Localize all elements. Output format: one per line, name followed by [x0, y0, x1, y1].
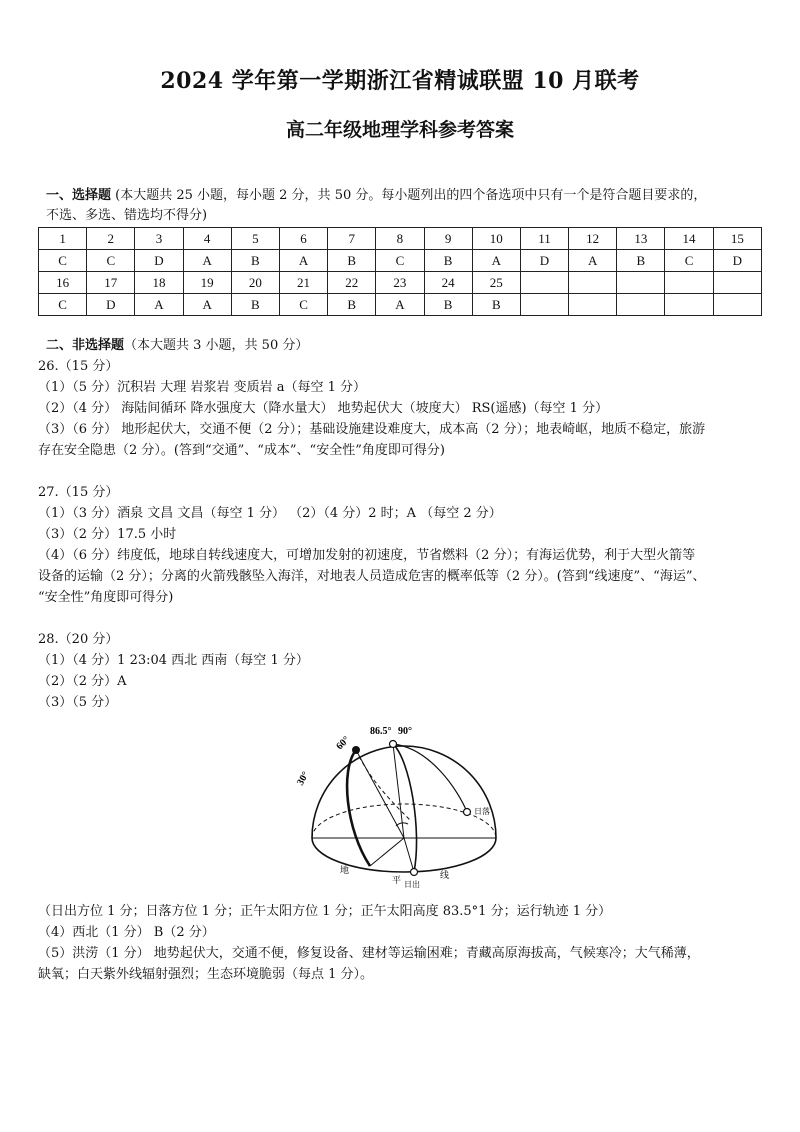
table-cell: 6 [279, 228, 327, 250]
section1-desc: (本大题共 25 小题，每小题 2 分，共 50 分。每小题列出的四个备选项中只有一个是符合题目要求的， [111, 188, 707, 203]
page-subtitle: 高二年级地理学科参考答案 [285, 119, 514, 141]
table-row-numbers-2 [39, 272, 762, 294]
table-cell: B [424, 294, 472, 316]
q28-line-4: （日出方位 1 分；日落方位 1 分；正午太阳方位 1 分；正午太阳高度 83.5°1 分；运行轨迹 1 分） [38, 904, 612, 919]
q26-line-2: （2）（4 分） 海陆间循环 降水强度大（降水量大） 地势起伏大（坡度大） RS(遥感)（每空 1 分） [38, 401, 609, 416]
table-cell: C [39, 294, 87, 316]
table-cell: D [135, 250, 183, 272]
table-cell: 24 [424, 272, 472, 294]
table-cell: 17 [87, 272, 135, 294]
table-row-answers-2 [39, 294, 762, 316]
q28-line-3: （3）（5 分） [38, 695, 118, 710]
q28-line-7: 缺氧；白天紫外线辐射强烈；生态环境脆弱（每点 1 分）。 [38, 967, 374, 982]
table-cell [713, 294, 761, 316]
table-cell: C [376, 250, 424, 272]
table-cell [569, 272, 617, 294]
label-xian: 线 [440, 870, 450, 880]
center-line-a [370, 838, 404, 866]
table-cell [665, 294, 713, 316]
table-cell: B [424, 250, 472, 272]
sunset-point [464, 809, 471, 816]
answer-table [38, 227, 762, 316]
table-cell: C [279, 294, 327, 316]
table-cell: 18 [135, 272, 183, 294]
table-cell: B [231, 294, 279, 316]
table-cell: D [87, 294, 135, 316]
sun-path-diagram [290, 720, 520, 890]
meridian-back [356, 750, 410, 820]
label-sunset: 日落 [474, 807, 490, 816]
section2-desc: （本大题共 3 小题，共 50 分） [124, 338, 309, 353]
label-sunrise: 日出 [404, 880, 420, 889]
q28-line-6: （5）洪涝（1 分） 地势起伏大，交通不便，修复设备、建材等运输困难；青藏高原海拔高，气候寒冷；大气稀薄， [38, 946, 700, 961]
table-cell: 14 [665, 228, 713, 250]
table-cell [713, 272, 761, 294]
table-cell: 25 [472, 272, 520, 294]
label-di: 地 [340, 865, 350, 875]
sun-path-arc [393, 744, 417, 872]
section2-intro [46, 336, 308, 356]
dome-outline [312, 746, 496, 838]
table-cell: A [472, 250, 520, 272]
table-cell: 12 [569, 228, 617, 250]
table-cell: C [665, 250, 713, 272]
section2-heading: 二、非选择题 [46, 338, 125, 353]
section1-desc2: 不选、多选、错选均不得分) [46, 208, 208, 223]
table-cell: 10 [472, 228, 520, 250]
table-cell: D [713, 250, 761, 272]
sunrise-point [411, 869, 418, 876]
q26-line-4: 存在安全隐患（2 分）。(答到“交通”、“成本”、“安全性”角度即可得分) [38, 443, 445, 458]
label-ping: 平 [392, 875, 402, 885]
table-cell [617, 294, 665, 316]
q26-heading: 26.（15 分） [38, 359, 119, 374]
table-cell: A [183, 294, 231, 316]
zenith-point [390, 741, 397, 748]
q27-line-4: 设备的运输（2 分）；分离的火箭残骸坠入海洋，对地表人员造成危害的概率低等（2 分）。(答到“线速度”、“海运”、 [38, 569, 706, 584]
q27-line-2: （3）（2 分）17.5 小时 [38, 527, 177, 542]
table-cell: 20 [231, 272, 279, 294]
table-cell: 16 [39, 272, 87, 294]
table-row-numbers-1 [39, 228, 762, 250]
table-cell: 11 [520, 228, 568, 250]
table-cell [569, 294, 617, 316]
table-cell [617, 272, 665, 294]
table-cell: 2 [87, 228, 135, 250]
table-cell: A [279, 250, 327, 272]
table-cell [520, 294, 568, 316]
noon-sun-point [352, 746, 360, 754]
table-cell: 21 [279, 272, 327, 294]
table-cell: 23 [376, 272, 424, 294]
table-cell: 7 [328, 228, 376, 250]
label-86-5-degree: 86.5° [370, 726, 392, 737]
table-cell: 19 [183, 272, 231, 294]
label-60-degree: 60° [334, 734, 353, 753]
q27-line-5: “安全性”角度即可得分) [38, 590, 174, 605]
table-cell [520, 272, 568, 294]
sun-path-back [393, 744, 467, 812]
q27-heading: 27.（15 分） [38, 485, 119, 500]
q26-line-1: （1）（5 分）沉积岩 大理 岩浆岩 变质岩 a（每空 1 分） [38, 380, 366, 395]
label-90-degree: 90° [398, 726, 412, 737]
q27-line-1: （1）（3 分）酒泉 文昌 文昌（每空 1 分） （2）（4 分）2 时；A （每空 2 分） [38, 506, 502, 521]
q28-line-1: （1）（4 分）1 23:04 西北 西南（每空 1 分） [38, 653, 309, 668]
table-cell: 3 [135, 228, 183, 250]
table-cell: B [231, 250, 279, 272]
table-cell: B [472, 294, 520, 316]
table-cell: 1 [39, 228, 87, 250]
section1-intro [46, 186, 758, 206]
q27-line-3: （4）（6 分）纬度低，地球自转线速度大，可增加发射的初速度，节省燃料（2 分）；有海运优势，利于大型火箭等 [38, 548, 696, 563]
q28-line-2: （2）（2 分）A [38, 674, 127, 689]
label-30-degree: 30° [295, 769, 312, 788]
table-cell: A [135, 294, 183, 316]
table-cell [665, 272, 713, 294]
table-cell: 13 [617, 228, 665, 250]
page-title: 2024 学年第一学期浙江省精诚联盟 10 月联考 [160, 68, 640, 94]
table-cell: A [376, 294, 424, 316]
table-cell: B [328, 250, 376, 272]
section1-heading: 一、选择题 [46, 188, 112, 203]
table-cell: 22 [328, 272, 376, 294]
table-cell: B [328, 294, 376, 316]
table-cell: 15 [713, 228, 761, 250]
table-row-answers-1 [39, 250, 762, 272]
table-cell: A [183, 250, 231, 272]
table-cell: 5 [231, 228, 279, 250]
table-cell: A [569, 250, 617, 272]
q26-line-3: （3）（6 分） 地形起伏大，交通不便（2 分）；基础设施建设难度大，成本高（2 分）；地表崎岖，地质不稳定，旅游 [38, 422, 706, 437]
q28-heading: 28.（20 分） [38, 632, 119, 647]
q28-line-5: （4）西北（1 分） B（2 分） [38, 925, 215, 940]
table-cell: 8 [376, 228, 424, 250]
table-cell: 9 [424, 228, 472, 250]
table-cell: C [39, 250, 87, 272]
table-cell: 4 [183, 228, 231, 250]
center-line-b [404, 838, 414, 872]
table-cell: C [87, 250, 135, 272]
table-cell: D [520, 250, 568, 272]
table-cell: B [617, 250, 665, 272]
